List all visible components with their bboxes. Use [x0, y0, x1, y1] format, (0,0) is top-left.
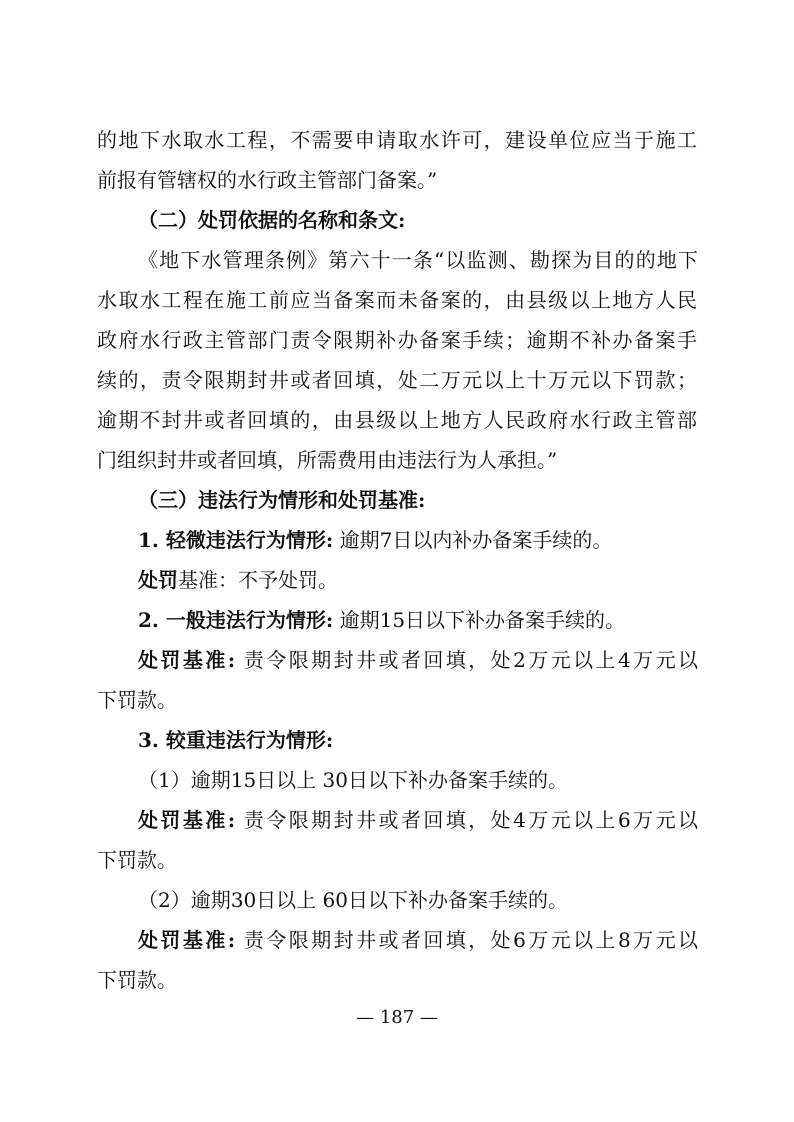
section-heading-3: （三）违法行为情形和处罚基准:	[138, 488, 426, 512]
item-2-line	[138, 606, 698, 634]
page-number: — 187 —	[356, 1007, 438, 1028]
item-3-sub-2-basis-cont: 下罚款。	[97, 968, 177, 992]
item-3-sub-1: （1）逾期15日以上 30日以下补办备案手续的。	[138, 768, 568, 792]
item-1-basis-label: 处罚	[138, 568, 178, 592]
item-3-sub-1-basis-text: 责令限期封井或者回填，处4万元以上6万元以	[243, 808, 699, 832]
item-3-sub-2-basis-text: 责令限期封井或者回填，处6万元以上8万元以	[243, 928, 699, 952]
item-2-basis-cont: 下罚款。	[97, 688, 177, 712]
body-line: 续的，责令限期封井或者回填，处二万元以上十万元以下罚款；	[97, 368, 697, 392]
item-1-line	[138, 526, 698, 554]
body-line: 逾期不封井或者回填的，由县级以上地方人民政府水行政主管部	[97, 408, 697, 432]
item-1-text: 逾期7日以内补办备案手续的。	[339, 528, 613, 552]
body-line: 水取水工程在施工前应当备案而未备案的，由县级以上地方人民	[97, 288, 697, 312]
item-2-basis-label: 处罚基准:	[138, 648, 236, 672]
item-3-sub-2-basis-label: 处罚基准:	[138, 928, 236, 952]
body-line: 前报有管辖权的水行政主管部门备案。”	[97, 168, 438, 192]
item-2-basis	[138, 646, 698, 674]
body-line: 政府水行政主管部门责令限期补办备案手续；逾期不补办备案手	[97, 328, 697, 352]
item-3-sub-2-basis	[138, 926, 698, 954]
item-2-label: 2. 一般违法行为情形:	[138, 608, 334, 632]
item-3-sub-1-basis-cont: 下罚款。	[97, 848, 177, 872]
section-heading-2: （二）处罚依据的名称和条文:	[138, 208, 406, 232]
body-line: 的地下水取水工程，不需要申请取水许可，建设单位应当于施工	[97, 128, 697, 152]
item-3-sub-1-basis	[138, 806, 698, 834]
item-3-label: 3. 较重违法行为情形:	[138, 728, 334, 752]
item-1-label: 1. 轻微违法行为情形:	[138, 528, 334, 552]
item-2-basis-text: 责令限期封井或者回填，处2万元以上4万元以	[243, 648, 699, 672]
item-2-text: 逾期15日以下补办备案手续的。	[339, 608, 626, 632]
item-1-basis	[138, 566, 698, 594]
item-3-sub-1-basis-label: 处罚基准:	[138, 808, 236, 832]
item-3-sub-2: （2）逾期30日以上 60日以下补办备案手续的。	[138, 888, 568, 912]
item-1-basis-text: 基准：不予处罚。	[178, 568, 338, 592]
body-line: 《地下水管理条例》第六十一条“以监测、勘探为目的的地下	[138, 248, 698, 272]
body-line: 门组织封井或者回填，所需费用由违法行为人承担。”	[97, 448, 558, 472]
